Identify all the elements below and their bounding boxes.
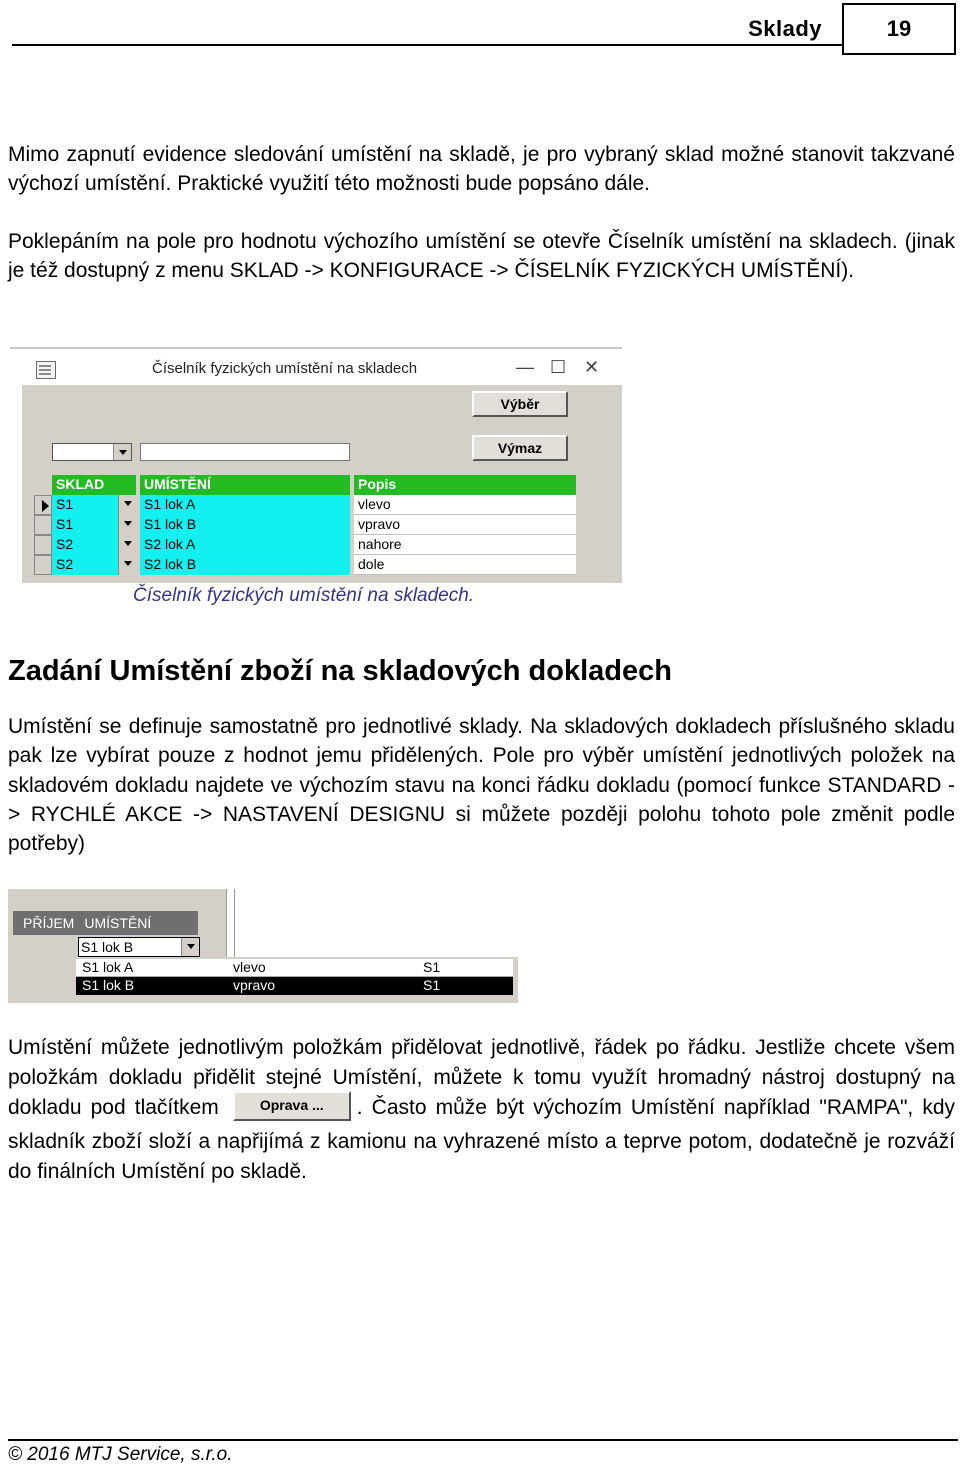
chevron-down-icon[interactable] — [118, 535, 136, 555]
chevron-down-icon[interactable] — [118, 555, 136, 575]
footer-rule — [8, 1439, 958, 1441]
chevron-down-icon[interactable] — [118, 495, 136, 515]
codelist-dialog-screenshot — [10, 347, 622, 583]
row-selector[interactable] — [34, 515, 52, 535]
section-title: Sklady — [748, 16, 822, 41]
column-header-umisteni[interactable]: UMÍSTĚNÍ — [140, 475, 350, 495]
filter-combo[interactable] — [52, 443, 132, 461]
grid-panel — [226, 889, 518, 957]
footer-copyright: © 2016 MTJ Service, s.r.o. — [8, 1444, 233, 1465]
column-header-umisteni[interactable]: UMÍSTĚNÍ — [84, 915, 152, 931]
header-rule — [12, 44, 842, 46]
grid-cell-popis[interactable]: dole — [354, 555, 576, 575]
chevron-down-icon[interactable] — [181, 938, 199, 956]
row-selector[interactable] — [34, 555, 52, 575]
chevron-down-icon[interactable] — [118, 515, 136, 535]
page-number: 19 — [842, 3, 956, 55]
paragraph-intro: Mimo zapnutí evidence sledování umístění na skladě, je pro vybraný sklad možné stanovit takzvané výchozí umístění. Praktické využití této možnosti bude popsáno dále. — [8, 143, 955, 196]
maximize-icon[interactable]: ☐ — [550, 357, 567, 377]
grid-cell-popis[interactable]: nahore — [354, 535, 576, 555]
dropdown-option-selected[interactable]: S1 lok B vpravo S1 — [76, 977, 513, 995]
column-header-sklad[interactable]: SKLAD — [52, 475, 136, 495]
grid-header — [13, 911, 198, 935]
grid-cell-umisteni[interactable]: S1 lok A — [140, 495, 350, 515]
grid-cell-umisteni[interactable]: S2 lok A — [140, 535, 350, 555]
row-selector[interactable] — [34, 495, 52, 515]
minimize-icon[interactable]: — — [516, 357, 534, 377]
filter-field[interactable] — [140, 443, 350, 461]
grid-cell-umisteni[interactable]: S1 lok B — [140, 515, 350, 535]
paragraph-definition: Umístění se definuje samostatně pro jednotlivé sklady. Na skladových dokladech příslušného skladu pak lze vybírat pouze z hodnot jemu přidělených. Pole pro výběr umístění jednotlivých položek na skladovém dokladu najdete ve výchozím stavu na konci řádku dokladu (pomocí funkce STANDARD -> RYCHLÉ AKCE -> NASTAVENÍ DESIGNU si můžete později polohu tohoto pole změnit podle potřeby) — [8, 715, 955, 856]
grid-cell-sklad[interactable]: S1 — [52, 495, 136, 515]
paragraph-codelist: Poklepáním na pole pro hodnotu výchozího umístění se otevře Číselník umístění na skladech. (jinak je též dostupný z menu SKLAD -> KONFIGURACE -> ČÍSELNÍK FYZICKÝCH UMÍSTĚNÍ). — [8, 230, 955, 283]
dialog-body — [22, 385, 622, 583]
column-header-prijem[interactable]: PŘÍJEM — [23, 915, 75, 931]
grid-cell-umisteni[interactable]: S2 lok B — [140, 555, 350, 575]
column-header-popis[interactable]: Popis — [354, 475, 576, 495]
location-select[interactable]: S1 lok B — [78, 937, 200, 957]
row-selector[interactable] — [34, 535, 52, 555]
grid-cell-sklad[interactable]: S2 — [52, 555, 136, 575]
figure-caption: Číselník fyzických umístění na skladech. — [133, 585, 475, 606]
dialog-title: Číselník fyzických umístění na skladech — [152, 360, 418, 377]
current-row-icon — [42, 500, 49, 512]
grid-cell-sklad[interactable]: S1 — [52, 515, 136, 535]
section-heading: Zadání Umístění zboží na skladových dokladech — [8, 655, 672, 687]
clear-button[interactable]: Výmaz — [472, 435, 568, 461]
paragraph-bulk-assign: Umístění můžete jednotlivým položkám přidělovat jednotlivě, řádek po řádku. Jestliže chcete všem položkám dokladu přidělit stejné Umístění, můžete k tomu využít hromadný nástroj dostupný na dokladu pod tlačítkem Oprava ... . Často může být výchozím Umístění například "RAMPA", kdy skladník zboží složí a napřijímá z kamionu na vyhrazené místo a teprve potom, dodatečně je rozváží do finálních Umístění po skladě. — [8, 1036, 956, 1183]
dialog-titlebar — [10, 347, 622, 389]
grid-cell-sklad[interactable]: S2 — [52, 535, 136, 555]
select-button[interactable]: Výběr — [472, 391, 568, 417]
edit-button[interactable]: Oprava ... — [233, 1091, 351, 1121]
window-form-icon — [36, 361, 56, 379]
close-icon[interactable]: ✕ — [584, 357, 600, 377]
grid-cell-popis[interactable]: vpravo — [354, 515, 576, 535]
dropdown-option[interactable]: S1 lok A vlevo S1 — [76, 959, 513, 977]
document-line-screenshot — [8, 889, 518, 1003]
chevron-down-icon[interactable] — [113, 444, 131, 460]
grid-cell-popis[interactable]: vlevo — [354, 495, 576, 515]
